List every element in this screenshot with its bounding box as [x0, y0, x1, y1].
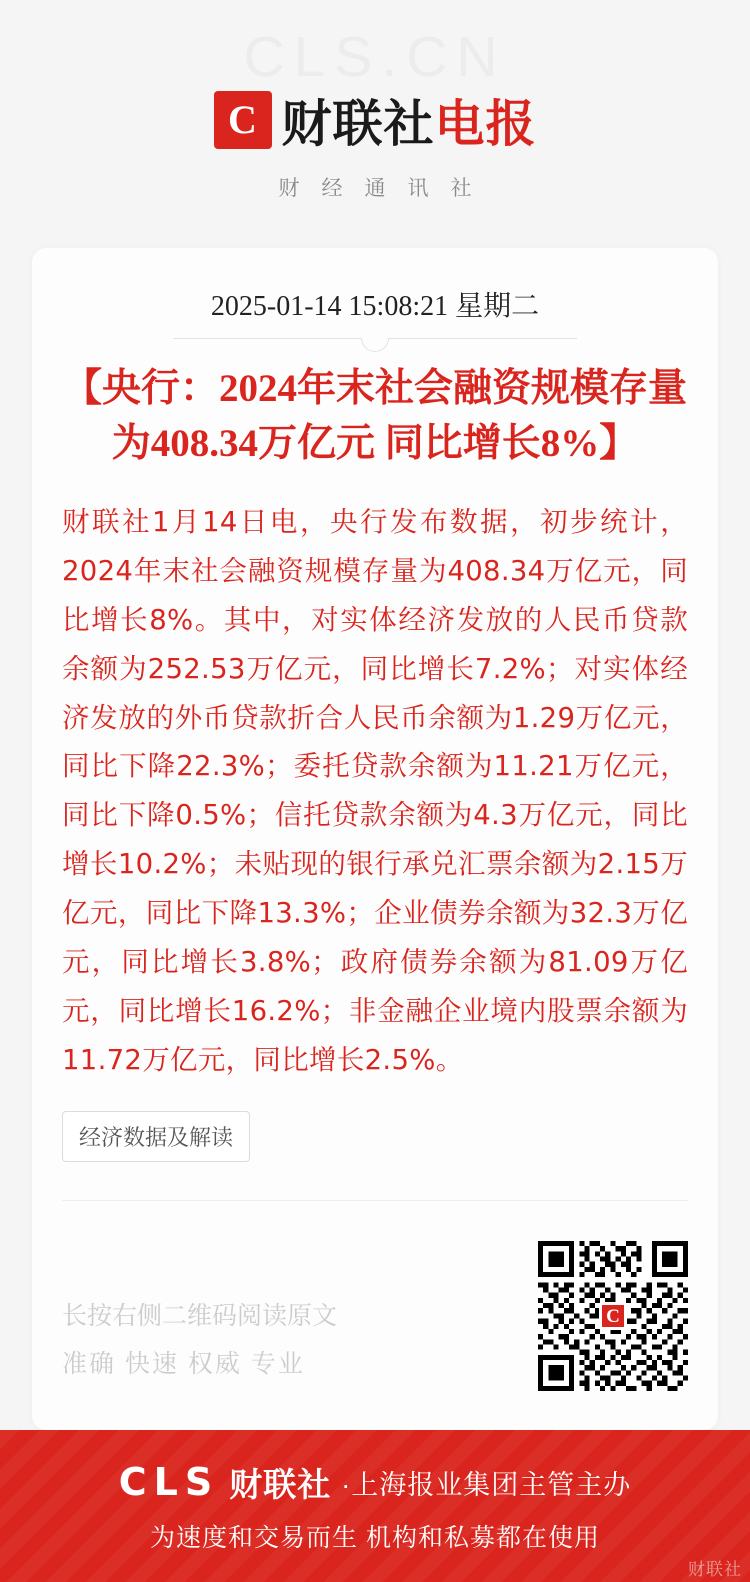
article-card: [32, 248, 718, 1430]
card-footer-texts: [62, 1241, 337, 1388]
article-headline: 【央行：2024年末社会融资规模存量为408.34万亿元 同比增长8%】: [62, 367, 687, 466]
brand-title-red: 电报: [434, 95, 537, 153]
brand-subtitle: 财经通讯社: [278, 177, 494, 200]
article-tags: [62, 1111, 688, 1162]
card-footer: [62, 1241, 688, 1391]
article-datetime: 2025-01-14 15:08:21 星期二: [210, 291, 540, 322]
banner-cls-logo: CLS: [118, 1460, 220, 1504]
qr-hint-line: 长按右侧二维码阅读原文: [62, 1302, 338, 1330]
qr-code-icon[interactable]: [538, 1241, 688, 1391]
qr-center-logo: C: [599, 1302, 627, 1330]
banner-badge: 财联社: [688, 1560, 742, 1579]
brand-title: [282, 84, 537, 156]
brand-title-black: 财联社: [281, 95, 435, 153]
bottom-banner: [0, 1430, 750, 1582]
banner-publisher: ·上海报业集团主管主办: [341, 1469, 632, 1500]
banner-slogan: 为速度和交易而生 机构和私募都在使用: [150, 1523, 600, 1552]
card-divider: [62, 1200, 688, 1201]
page-header: [0, 0, 750, 238]
slogan-line: 准确 快速 权威 专业: [62, 1349, 305, 1378]
banner-primary-row: [119, 1459, 631, 1506]
banner-brand-cn: 财联社: [229, 1465, 332, 1503]
cls-logo-icon: C: [214, 91, 272, 149]
watermark-text: CLS.CN: [243, 25, 507, 89]
tag-item[interactable]: 经济数据及解读: [62, 1111, 250, 1162]
date-divider: [173, 338, 577, 339]
article-body: 财联社1月14日电，央行发布数据，初步统计，2024年末社会融资规模存量为408.34万亿元，同比增长8%。其中，对实体经济发放的人民币贷款余额为252.53万亿元，同比增长7.2%；对实体经济发放的外币贷款折合人民币余额为1.29万亿元，同比下降22.3%；委托贷款余额为11.21万亿元，同比下降0.5%；信托贷款余额为4.3万亿元，同比增长10.2%；未贴现的银行承兑汇票余额为2.15万亿元，同比下降13.3%；企业债券余额为32.3万亿元，同比增长3.8%；政府债券余额为81.09万亿元，同比增长16.2%；非金融企业境内股票余额为11.72万亿元，同比增长2.5%。: [62, 505, 688, 1077]
brand-logo: [0, 84, 750, 156]
